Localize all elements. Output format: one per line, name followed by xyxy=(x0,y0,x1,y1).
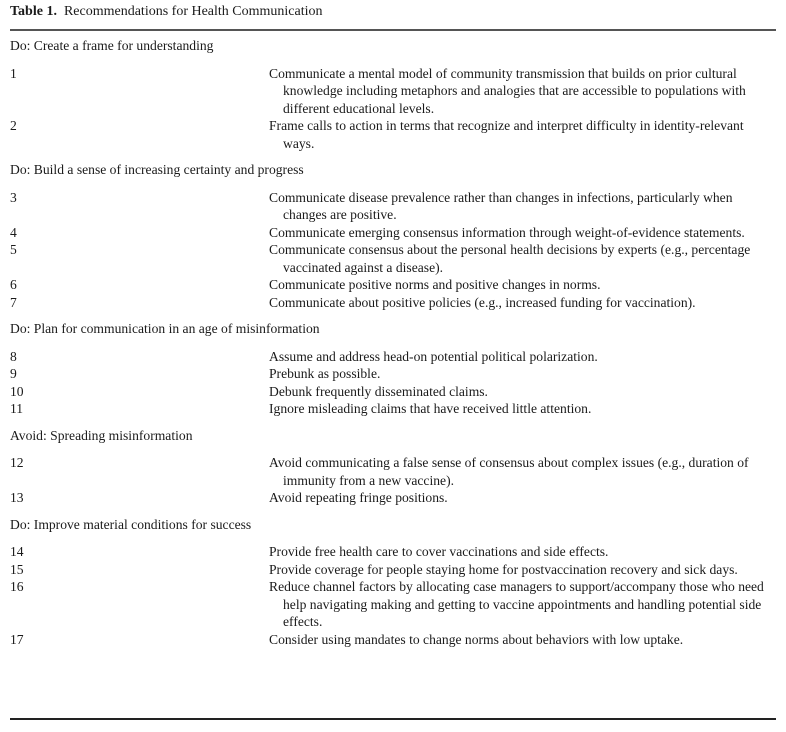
row-number: 12 xyxy=(10,455,24,470)
row-text: Communicate emerging consensus information through weight-of-evidence statements. xyxy=(269,224,745,240)
bottom-rule xyxy=(10,718,776,720)
table-row xyxy=(10,189,776,224)
row-text: Provide coverage for people staying home for postvaccination recovery and sick days. xyxy=(269,561,738,577)
row-text: Communicate positive norms and positive changes in norms. xyxy=(269,277,601,292)
table-row xyxy=(10,561,776,579)
top-rule xyxy=(10,29,776,31)
section-material-conditions xyxy=(10,516,776,649)
row-number: 9 xyxy=(10,366,17,381)
row-text: Communicate a mental model of community transmission that builds on prior cultural knowledge including metaphors and analogies that are accessible to populations with different educational levels. xyxy=(269,65,746,116)
row-number: 13 xyxy=(10,490,24,505)
row-text: Avoid repeating fringe positions. xyxy=(269,490,448,505)
table-row xyxy=(10,489,776,507)
row-number: 7 xyxy=(10,294,17,310)
row-text: Debunk frequently disseminated claims. xyxy=(269,383,488,399)
table-row xyxy=(10,578,776,631)
row-number: 6 xyxy=(10,277,17,292)
row-text: Consider using mandates to change norms about behaviors with low uptake. xyxy=(269,631,684,647)
row-text: Reduce channel factors by allocating case managers to support/accompany those who need help navigating making and getting to vaccine appointments and handling potential side effects. xyxy=(269,579,764,629)
row-number: 1 xyxy=(10,65,17,81)
table-row xyxy=(10,65,776,118)
row-text: Assume and address head-on potential political polarization. xyxy=(269,348,598,364)
table-row xyxy=(10,454,776,489)
section-avoid xyxy=(10,427,776,507)
section-heading: Do: Plan for communication in an age of misinformation xyxy=(10,321,320,336)
row-text: Provide free health care to cover vaccinations and side effects. xyxy=(269,544,609,559)
section-heading: Do: Create a frame for understanding xyxy=(10,38,214,53)
section-heading: Avoid: Spreading misinformation xyxy=(10,427,193,443)
table-row xyxy=(10,383,776,401)
section-certainty xyxy=(10,161,776,311)
row-text: Avoid communicating a false sense of consensus about complex issues (e.g., duration of immunity from a new vaccine). xyxy=(269,455,749,488)
row-text: Ignore misleading claims that have received little attention. xyxy=(269,401,592,416)
table-title: Recommendations for Health Communication xyxy=(63,4,323,19)
section-misinformation xyxy=(10,320,776,418)
row-number: 4 xyxy=(10,224,17,240)
table-row xyxy=(10,294,776,312)
row-number: 5 xyxy=(10,242,17,257)
table-label: Table 1. xyxy=(10,4,57,19)
section-frame xyxy=(10,37,776,152)
table-row xyxy=(10,224,776,242)
row-text: Communicate consensus about the personal health decisions by experts (e.g., percentage vaccinated against a disease). xyxy=(269,242,751,275)
row-number: 10 xyxy=(10,383,24,399)
section-heading: Do: Improve material conditions for success xyxy=(10,516,252,532)
table-row xyxy=(10,631,776,649)
row-number: 15 xyxy=(10,561,24,577)
row-number: 8 xyxy=(10,348,17,364)
recommendations-table xyxy=(10,37,776,657)
row-number: 17 xyxy=(10,631,24,647)
section-heading: Do: Build a sense of increasing certainty and progress xyxy=(10,162,304,177)
row-number: 11 xyxy=(10,401,24,416)
row-number: 16 xyxy=(10,579,24,594)
row-text: Frame calls to action in terms that recognize and interpret difficulty in identity-relevant ways. xyxy=(269,118,744,151)
table-row xyxy=(10,543,776,561)
row-text: Communicate disease prevalence rather than changes in infections, particularly when changes are positive. xyxy=(269,189,733,222)
table-row xyxy=(10,276,776,294)
table-row xyxy=(10,241,776,276)
row-text: Prebunk as possible. xyxy=(269,366,381,381)
table-row xyxy=(10,117,776,152)
table-row xyxy=(10,400,776,418)
row-number: 3 xyxy=(10,189,17,205)
row-number: 2 xyxy=(10,118,17,133)
row-text: Communicate about positive policies (e.g., increased funding for vaccination). xyxy=(269,294,696,310)
table-caption xyxy=(10,3,323,21)
table-row xyxy=(10,365,776,383)
row-number: 14 xyxy=(10,544,24,559)
table-row xyxy=(10,348,776,366)
